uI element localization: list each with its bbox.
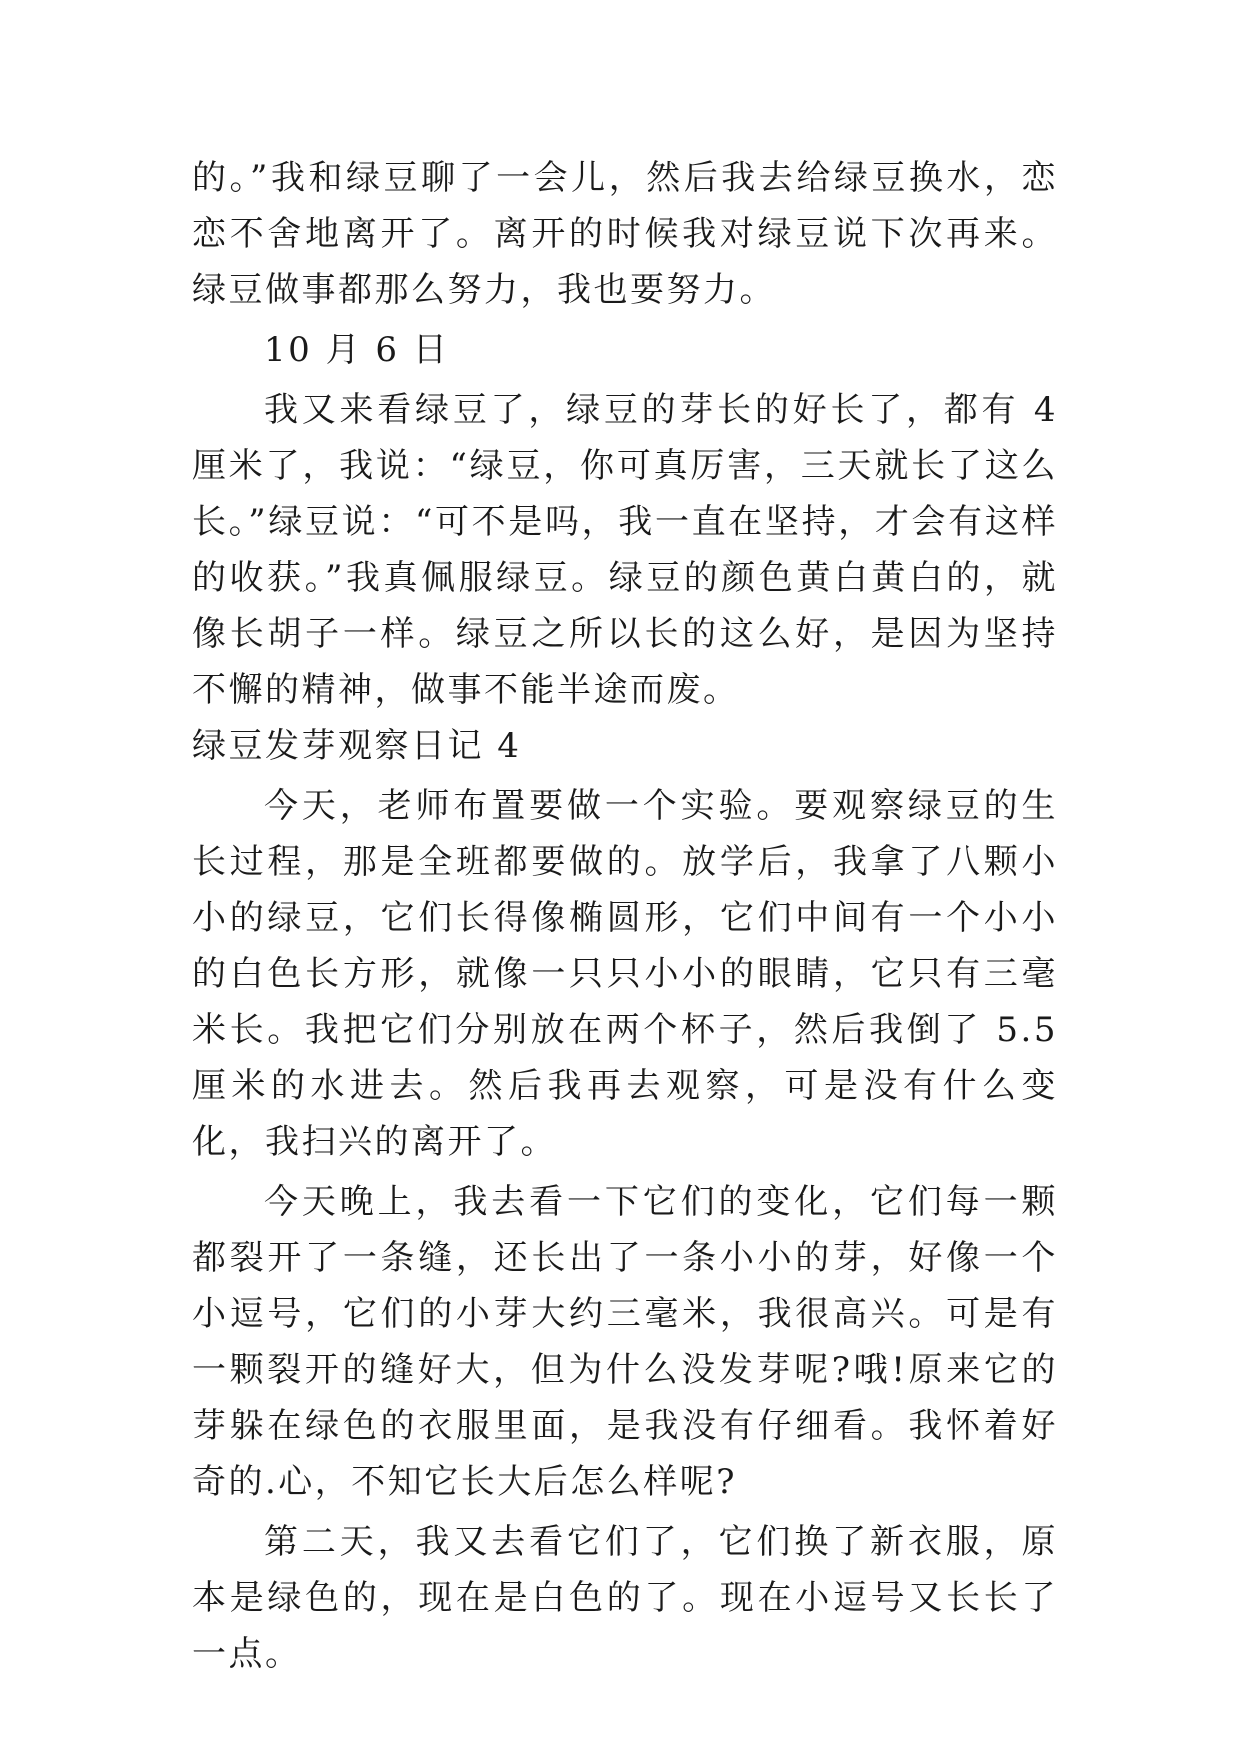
- paragraph-continuation: 的。”我和绿豆聊了一会儿，然后我去给绿豆换水，恋恋不舍地离开了。离开的时候我对绿豆说下次再来。绿豆做事都那么努力，我也要努力。: [192, 158, 1058, 310]
- section-paragraph-second-day: 第二天，我又去看它们了，它们换了新衣服，原本是绿色的，现在是白色的了。现在小逗号又长长了一点。: [192, 1522, 1058, 1674]
- section-paragraph-evening: 今天晚上，我去看一下它们的变化，它们每一颗都裂开了一条缝，还长出了一条小小的芽，好像一个小逗号，它们的小芽大约三毫米，我很高兴。可是有一颗裂开的缝好大，但为什么没发芽呢?哦!原来它的芽躲在绿色的衣服里面，是我没有仔细看。我怀着好奇的.心，不知它长大后怎么样呢?: [192, 1182, 1058, 1502]
- paragraph-oct6-entry: 我又来看绿豆了，绿豆的芽长的好长了，都有 4 厘米了，我说：“绿豆，你可真厉害，三天就长了这么长。”绿豆说：“可不是吗，我一直在坚持，才会有这样的收获。”我真佩服绿豆。绿豆的颜色黄白黄白的，就像长胡子一样。绿豆之所以长的这么好，是因为坚持不懈的精神，做事不能半途而废。: [192, 390, 1058, 710]
- section-paragraph-experiment: 今天，老师布置要做一个实验。要观察绿豆的生长过程，那是全班都要做的。放学后，我拿了八颗小小的绿豆，它们长得像椭圆形，它们中间有一个小小的白色长方形，就像一只只小小的眼睛，它只有三毫米长。我把它们分别放在两个杯子，然后我倒了 5.5 厘米的水进去。然后我再去观察，可是没有什么变化，我扫兴的离开了。: [192, 786, 1058, 1162]
- section-title: 绿豆发芽观察日记 4: [192, 726, 522, 766]
- document-page: [192, 150, 1058, 1682]
- diary-date: 10 月 6 日: [264, 330, 450, 370]
